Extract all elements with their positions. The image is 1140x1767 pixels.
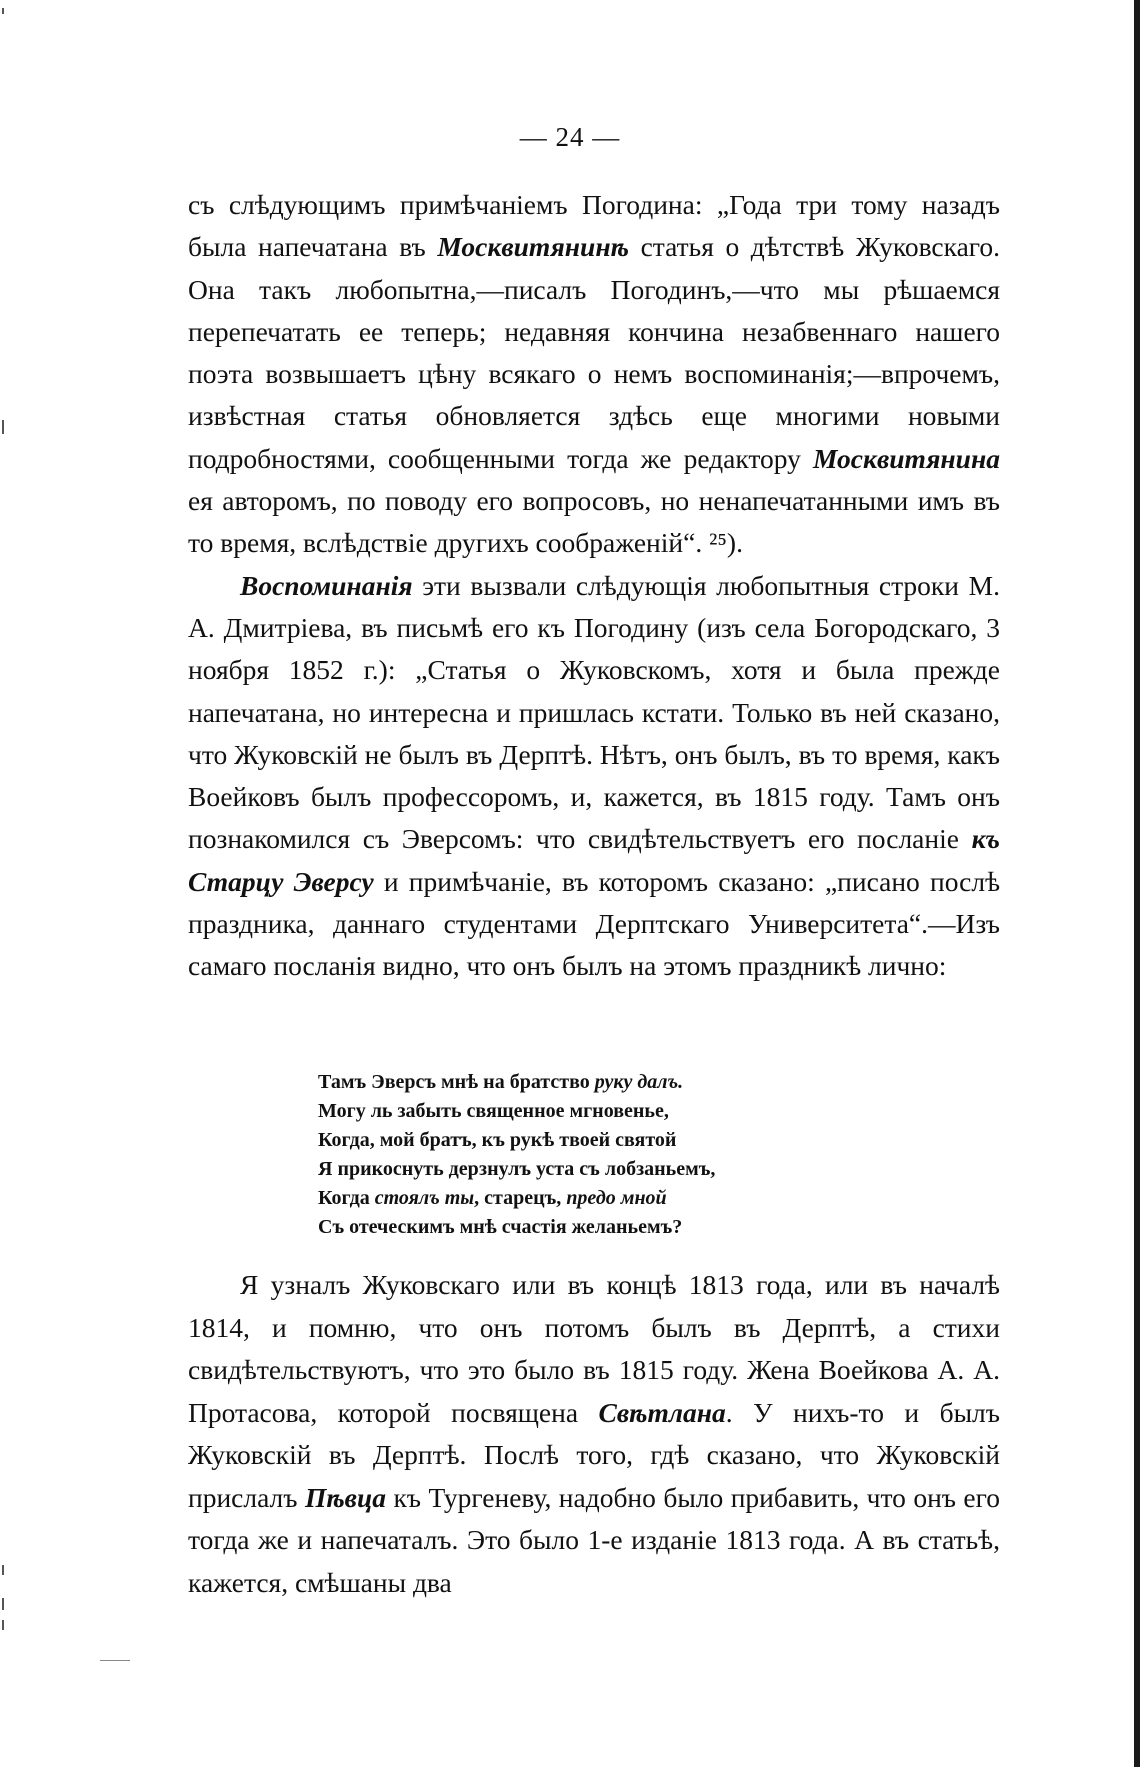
poem-line-5-text-a: Когда [318, 1187, 375, 1209]
poem-line-5-italic-b: предо мной [566, 1187, 667, 1209]
speck [2, 8, 4, 14]
speck [2, 420, 4, 434]
paragraph-1-text-b: статья о дѣтствѣ Жуковскаго. Она такъ любопытна,—писалъ Погодинъ,—что мы рѣшаемся перепечатать ее теперь; недавняя кончина незабвеннаго нашего поэта возвышаетъ цѣну всякаго о немъ воспоминанія;—впрочемъ, извѣстная статья обновляется здѣсь еще многими новыми подробностями, сообщенными тогда же редактору [188, 231, 1000, 474]
page-number: — 24 — [519, 122, 621, 152]
page-edge-shadow [1134, 0, 1140, 1767]
paragraph-3-text-c: къ Тургеневу, надобно было прибавить, что онъ его тогда же и напечаталъ. Это было 1-е изданіе 1813 года. А въ статьѣ, кажется, смѣшаны два [188, 1481, 1000, 1598]
paragraph-1-text-c: ея авторомъ, по поводу его вопросовъ, но ненапечатанными имъ въ то время, вслѣдствіе другихъ соображеній“. ²⁵). [188, 485, 1000, 559]
paragraph-3-text-b: . У нихъ-то и былъ Жуковскій въ Дерптѣ. Послѣ того, гдѣ сказано, что Жуковскій прислалъ [188, 1396, 1000, 1513]
paragraph-2-text-b: и примѣчаніе, въ которомъ сказано: „писано послѣ праздника, даннаго студентами Дерптскаго Университета“.—Изъ самаго посланія видно, что онъ былъ на этомъ праздникѣ лично: [188, 865, 1000, 982]
paragraph-2-italic-b: къ Старцу Эверсу [188, 823, 1000, 897]
paragraph-1 [188, 184, 1000, 565]
paragraph-3-text-a: Я узналъ Жуковскаго или въ концѣ 1813 года, или въ началѣ 1814, и помню, что онъ потомъ былъ въ Дерптѣ, а стихи свидѣтельствуютъ, что это было въ 1815 году. Жена Воейкова А. А. Протасова, которой посвящена [188, 1269, 1000, 1428]
paragraph-1-italic-b: Москвитянина [812, 442, 1000, 474]
poem-line-5-text-b: , старецъ, [474, 1187, 567, 1209]
speck [2, 1598, 4, 1610]
poem-line-5-italic-a: стоялъ ты [374, 1187, 475, 1209]
poem-line [318, 1184, 958, 1213]
paragraph-2-italic-a: Воспоминанія [240, 569, 413, 601]
speck [2, 1620, 4, 1630]
poem-line-1-text: Тамъ Эверсъ мнѣ на братство [318, 1071, 595, 1093]
poem-line: Когда, мой братъ, къ рукѣ твоей святой [318, 1129, 677, 1151]
body-text-top [188, 184, 1000, 988]
poem-line: Могу ль забыть священное мгновенье, [318, 1100, 669, 1122]
speck [2, 1565, 4, 1575]
scan-specks [2, 0, 14, 1767]
poem-quote [318, 1068, 958, 1242]
paragraph-2-text-a: эти вызвали слѣдующія любопытныя строки М. А. Дмитріева, въ письмѣ его къ Погодину (изъ села Богородскаго, 3 ноября 1852 г.): „Статья о Жуковскомъ, хотя и была прежде напечатана, но интересна и пришлась кстати. Только въ ней сказано, что Жуковскій не былъ въ Дерптѣ. Нѣтъ, онъ былъ, въ то время, какъ Воейковъ былъ профессоромъ, и, кажется, въ 1815 году. Тамъ онъ познакомился съ Эверсомъ: что свидѣтельствуетъ его посланіе [188, 569, 1000, 855]
paragraph-1-text-a: съ слѣдующимъ примѣчаніемъ Погодина: „Года три тому назадъ была напечатана въ [188, 189, 1000, 263]
poem-line: Съ отеческимъ мнѣ счастія желаньемъ? [318, 1216, 683, 1238]
body-text-bottom [188, 1264, 1000, 1604]
paragraph-2 [188, 565, 1000, 988]
scan-mark [100, 1660, 130, 1661]
poem-line-1-italic: руку далъ. [594, 1071, 684, 1093]
paragraph-3-italic-a: Свѣтлана [598, 1396, 726, 1428]
paragraph-1-italic-a: Москвитянинѣ [437, 231, 629, 263]
poem-line [318, 1068, 958, 1097]
paragraph-3-italic-b: Пѣвца [304, 1481, 387, 1513]
poem-line: Я прикоснуть дерзнулъ уста съ лобзаньемъ, [318, 1158, 716, 1180]
